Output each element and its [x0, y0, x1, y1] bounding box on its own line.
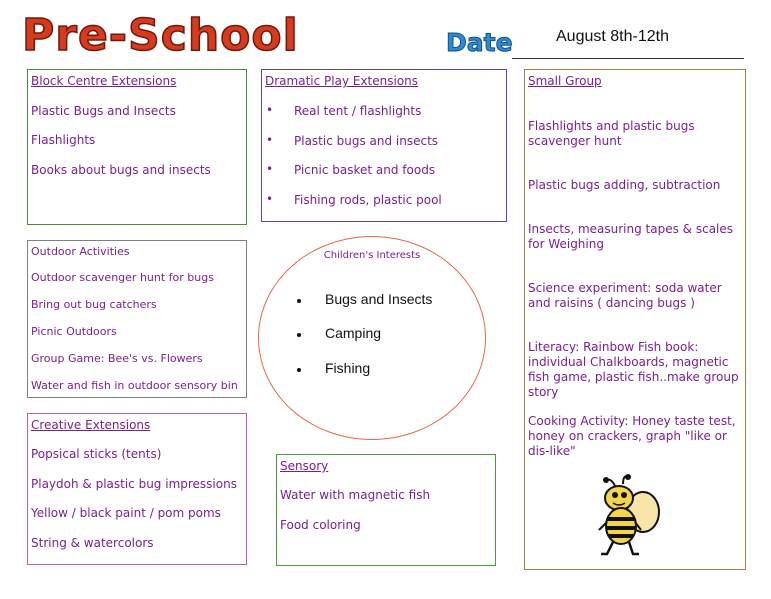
interest-item: Camping: [325, 325, 382, 341]
outdoor-item: Picnic Outdoors: [31, 325, 117, 338]
bullet-icon: [297, 333, 301, 337]
bullet-icon: [297, 299, 301, 303]
block-centre-item: Flashlights: [31, 133, 96, 147]
creative-item: String & watercolors: [31, 536, 154, 550]
creative-item: Popsical sticks (tents): [31, 447, 162, 461]
dramatic-play-item: Picnic basket and foods: [294, 163, 436, 177]
bullet-icon: •: [266, 103, 274, 117]
page-title: Pre-School: [22, 10, 299, 61]
dramatic-play-item: Plastic bugs and insects: [294, 134, 439, 148]
date-value: August 8th-12th: [556, 28, 669, 45]
interests-title: Children's Interests: [323, 250, 421, 261]
sensory-item: Water with magnetic fish: [280, 488, 431, 502]
interest-item: Bugs and Insects: [325, 291, 433, 307]
date-underline: [512, 58, 744, 59]
dramatic-play-item: Fishing rods, plastic pool: [294, 193, 442, 207]
block-centre-item: Books about bugs and insects: [31, 163, 211, 177]
bullet-icon: •: [266, 162, 274, 176]
small-group-item: Flashlights and plastic bugs scavenger hunt: [528, 119, 695, 148]
dramatic-play-box: [261, 69, 507, 222]
sensory-title: Sensory: [280, 459, 329, 473]
creative-item: Playdoh & plastic bug impressions: [31, 477, 237, 491]
bullet-icon: •: [266, 133, 274, 147]
creative-title: Creative Extensions: [31, 418, 151, 432]
date-label: Date: [446, 28, 513, 57]
small-group-item: Literacy: Rainbow Fish book: individual Chalkboards, magnetic fish game, plastic fish..make group story: [528, 340, 739, 399]
small-group-item: Cooking Activity: Honey taste test, honey on crackers, graph "like or dis-like": [528, 414, 736, 458]
dramatic-play-item: Real tent / flashlights: [294, 104, 422, 118]
bee-icon: [597, 474, 673, 560]
dramatic-play-title: Dramatic Play Extensions: [265, 74, 419, 88]
sensory-box: [276, 454, 496, 566]
creative-box: [27, 413, 247, 565]
small-group-box: [524, 69, 746, 570]
creative-item: Yellow / black paint / pom poms: [31, 506, 221, 520]
sensory-item: Food coloring: [280, 518, 361, 532]
small-group-item: Science experiment: soda water and raisins ( dancing bugs ): [528, 281, 722, 310]
small-group-item: Insects, measuring tapes & scales for Weighing: [528, 222, 734, 251]
outdoor-item: Group Game: Bee's vs. Flowers: [31, 352, 203, 365]
bullet-icon: •: [266, 192, 274, 206]
outdoor-item: Water and fish in outdoor sensory bin: [31, 379, 238, 392]
outdoor-box: [27, 240, 247, 398]
small-group-item: Plastic bugs adding, subtraction: [528, 178, 721, 192]
block-centre-box: [27, 69, 247, 225]
interests-circle: [258, 236, 486, 440]
small-group-title: Small Group: [528, 74, 602, 88]
outdoor-item: Bring out bug catchers: [31, 298, 157, 311]
block-centre-title: Block Centre Extensions: [31, 74, 177, 88]
bullet-icon: [297, 368, 301, 372]
outdoor-item: Outdoor scavenger hunt for bugs: [31, 271, 214, 284]
interest-item: Fishing: [325, 360, 371, 376]
block-centre-item: Plastic Bugs and Insects: [31, 104, 176, 118]
outdoor-title: Outdoor Activities: [31, 245, 130, 258]
